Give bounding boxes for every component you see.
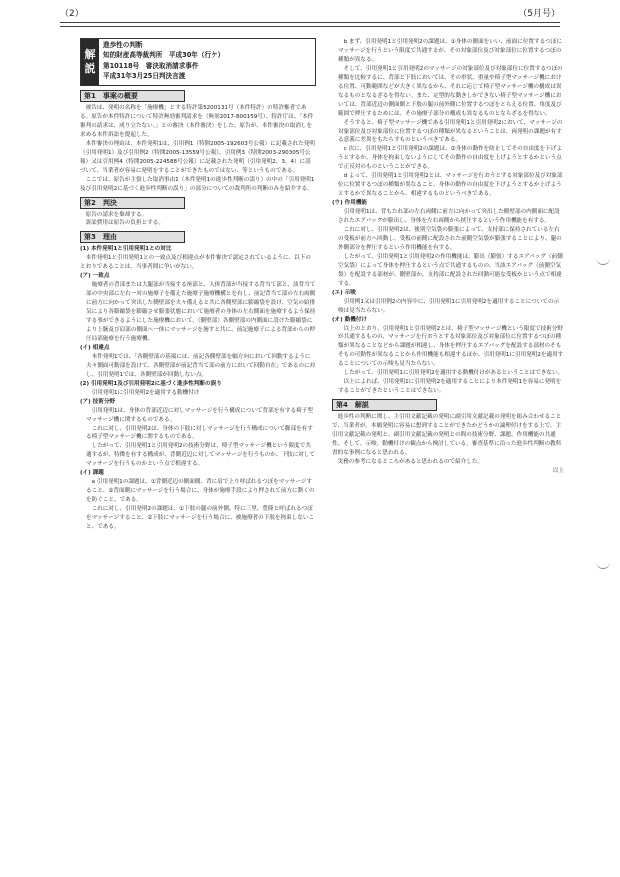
subheading: (ア) 一致点	[80, 273, 110, 280]
paragraph: d よって、引用発明1と引用発明2とは、マッサージを行おうとする対象部位及び対象部位に位置するつぼの種類が異なること、身体の動作の自由度を下げようとするか上げようとするかで異なることから、相違するものというべきである。	[338, 173, 563, 198]
paragraph: 以上によれば、引用発明1に引用発明2を適用することにより本件発明1を容易に発明をすることができたということはできない。	[338, 379, 562, 395]
paragraph: 引用発明1に引用発明2を適用する動機付け	[91, 389, 200, 396]
paragraph: 原告の請求を棄却する。	[85, 211, 148, 218]
paragraph: したがって、引用発明1と引用発明2の作用機能は、膨出（膨張）するエアバッグ（前側空気袋）によって身体を押圧するという点で共通するものの、当該エアバッグ（前側空気袋）を配設する部材が、側壁部か、支持部に配設された回動可能な受板かという点で相違する。	[338, 253, 563, 287]
article-title-box	[80, 38, 316, 86]
section-heading: 第2 判決	[80, 197, 185, 209]
paragraph: したがって、引用発明1と引用発明2の技術分野は、椅子型マッサージ機という限度で共通するが、特徴を有する構成が、背側近辺に対してマッサージを行うものか、下肢に対してマッサージを行うものかという点で相違する。	[86, 443, 316, 468]
section-heading: 第4 解説	[332, 399, 437, 411]
margin-mark	[596, 258, 610, 265]
page-header	[60, 6, 560, 20]
subheading: (イ) 相違点	[80, 344, 110, 351]
header-rule	[60, 22, 560, 23]
paragraph: これに対し、引用発明2の課題は、①下肢の腿の前外側、特に三里、豊隆と呼ばれるつぼをマッサージすること、②下肢にマッサージを行う場合に、被施療者の下肢を拘束しないこと、である。	[86, 506, 315, 530]
paragraph: 引用発明1は、背もたれ部の左右両側に前方に向かって突出した側壁部の内側面に配設されたエアバッグが膨出し、身体を左右両側から挟圧するという作用機能を有する。	[338, 209, 560, 225]
paragraph: 引用例1又は引用例2の内容中に、引用発明1に引用発明2を適用することについての示唆は見当たらない。	[338, 298, 560, 314]
page-number: （2）	[60, 9, 84, 19]
subheading: (エ) 示唆	[332, 289, 356, 296]
paragraph: b まず、引用発明1と引用発明2の課題は、①身体の側面をいい、前面に位置するつぼにマッサージを行うという限度で共通するが、その対象部位及び対象部位に位置するつぼの種類が異なる。	[338, 39, 562, 63]
paragraph: そうすると、椅子型マッサージ機である引用発明1と引用発明2において、マッサージの対象部位及び対象部位に位置するつぼの種類が異なるということは、両発明の課題が有する意義に差異をもたらすものというべきである。	[338, 119, 563, 144]
paragraph: 施療者の背部または大腿部が当接する座部と、人体背部が当接する背当て部と、該背当て部の中央部に左右一対の施療子を備えた施療子施療機構とを有し、前記背当て部の左右両側に前方に向かって突出した側壁部を夫々備えると共に各側壁部に膨縮袋を設け、空気の給排気により各膨縮袋を膨縮させ膨張状態において施療者の身体の左右側面を施療するよう保持する事ができるようにした施療機において、（側壁部）各側壁部の内側面に設けた膨縮袋により上腕及び肩部の側面へ一体にマッサージを施すと共に、前記施療子による背部からの押圧局部施療を行う施療機。	[86, 282, 316, 342]
paragraph: 訴訟費用は原告の負担とする。	[85, 220, 164, 227]
paragraph: 以上のとおり、引用発明1と引用発明2とは、椅子型マッサージ機という限度で技術分野が共通するものの、マッサージを行おうとする対象部位及び対象部位に位置するつぼの種類が異なることなどから課題が相違し、身体を押圧するエアバッグを配設する部材のそもそもの可動性が異なることから作用機能も相違するほか、引用発明1に引用発明2を適用することについての示唆も見当たらない。	[338, 325, 564, 368]
paragraph: 本件発明1と引用発明1との一致点及び相違点が本件審決で認定されているように、以下のとおりであることは、当事者間に争いがない。	[80, 255, 311, 271]
paragraph: c 次に、引用発明1と引用発明2の課題は、②身体の動作を防止してその自由度を下げようとするか、身体を拘束しないようにしてその動作の自由度を上げようとするかという点で正反対のものということができる。	[338, 146, 562, 171]
right-column	[332, 38, 564, 476]
subheading: (ア) 技術分野	[80, 398, 116, 405]
paragraph: 実務の参考になるところがあると思われるので紹介した。	[337, 458, 484, 465]
article-title: 進歩性の判断 知的財産高等裁判所 平成30年（行ケ） 第10118号 審決取消請求事件 平成31年3月25日判決言渡	[103, 41, 225, 81]
margin-mark	[596, 562, 610, 569]
header-rule-2	[60, 26, 560, 27]
paragraph: 引用発明1は、身体の背部近辺に対しマッサージを行う構成について背部を有する椅子型マッサージ機に関するものである。	[86, 407, 313, 423]
left-column	[80, 38, 316, 532]
issue-label: （5月号）	[518, 9, 560, 19]
paragraph: 本件審決の理由は、本件発明1は、引用例1（特開2005-192603号公報）に記載された発明（引用発明1）及び引用例2（特開2005-13559号公報）、引用例3（特開2003-290305号公報）又は引用例4（特開2005-224588号公報）に記載された発明（引用発明2、3、4）に基づいて、当業者が容易に発明をすることができたものではない、等というものである。	[80, 140, 315, 174]
subheading: (2) 引用発明1及び引用発明2に基づく進歩性判断の誤り	[80, 380, 222, 387]
paragraph: これに対し、引用発明2は、身体の下肢に対しマッサージを行う構成について脚部を有する椅子型マッサージ機に関するものである。	[86, 425, 313, 441]
paragraph: これに対し、引用発明2は、後別空気袋の膨張によって、支持部に保持されている左右の受板が前方へ回動し、受板の前側に配設された前側空気袋が膨張することにより、腿の外側部分を押圧するという作用機能を有する。	[338, 227, 562, 251]
section-heading: 第1 事案の概要	[80, 90, 185, 102]
paragraph: 被告は、発明の名称を「施療機」とする特許第5200131号（本件特許）の特許権者である。原告が本件特許について特許無効審判請求を（無効2017-800159号）、特許庁は、「本件審判の請求は、成り立たない。」との審決（本件審決）をした。原告が、本件審決の取消しを求める本件訴訟を提起した。	[80, 105, 314, 138]
commentary-tag: 解 説	[81, 39, 99, 85]
paragraph: a 引用発明1の課題は、①背側近辺の側面側、背に肩で上り呼ばれるつぼをマッサージすること、②背面側にマッサージを行う場合に、身体が施療手段により押されて前方に動くのを防ぐこと、である。	[86, 479, 315, 504]
paragraph: 以上	[552, 467, 564, 474]
subheading: (イ) 課題	[80, 470, 104, 477]
paragraph: ここでは、原告が主張した取消事由1（本件発明1の進歩性判断の誤り）の中の「引用発明1及び引用発明2に基づく進歩性判断の誤り」の部分についての裁判所の判断のみを紹介する。	[80, 176, 315, 192]
section-heading: 第3 理由	[80, 231, 185, 243]
paragraph: そして、引用発明1と引用発明2のマッサージの対象部位及び対象部位に位置するつぼの種類を比較するに、背部と下肢においては、その形状、重量や椅子型マッサージ機における位置、可動範囲などが大きく異なるから、それに応じて椅子型マッサージ機の構成は異なるものとなるざるを得ない。また、定型的な動きしかできない椅子型マッサージ機においては、背部近辺の側面側と下肢の腿の前外側に位置するつぼをとらえる位置、角度及び範囲で押圧するためには、その施療子部分の構成も異なるものとならざるを得ない。	[338, 65, 563, 117]
subheading: (オ) 動機付け	[332, 316, 368, 323]
paragraph: したがって、引用発明1に引用発明2を適用する動機付けがあるということはできない。	[343, 370, 564, 377]
subheading: (ウ) 作用機能	[332, 200, 368, 207]
paragraph: 進歩性の判断に関し、主引用文献記載の発明に副引用文献記載の発明を組み合わせることで、当業者が、本願発明に容易に想到することができたかどうかの論理付けをする上で、主引用文献記載の発明と、副引用文献記載の発明との間の技術分野、課題、作用機能の共通性、そして、示唆、動機付けの観点から検討している。審査基準に沿った進歩性判断の教科書的な事例になると思われる。	[332, 414, 562, 456]
paragraph: 本件発明1では、「各側壁部の基端には、前記各側壁部を幅方向において回動するように夫々側面可動部を設けて、各側壁部が前記背当て部の前方において回動自在」であるのに対し、引用発明1では、各側壁部が回動しない点。	[86, 353, 316, 378]
subheading: (1) 本件発明1と引用発明1との対比	[80, 246, 172, 253]
